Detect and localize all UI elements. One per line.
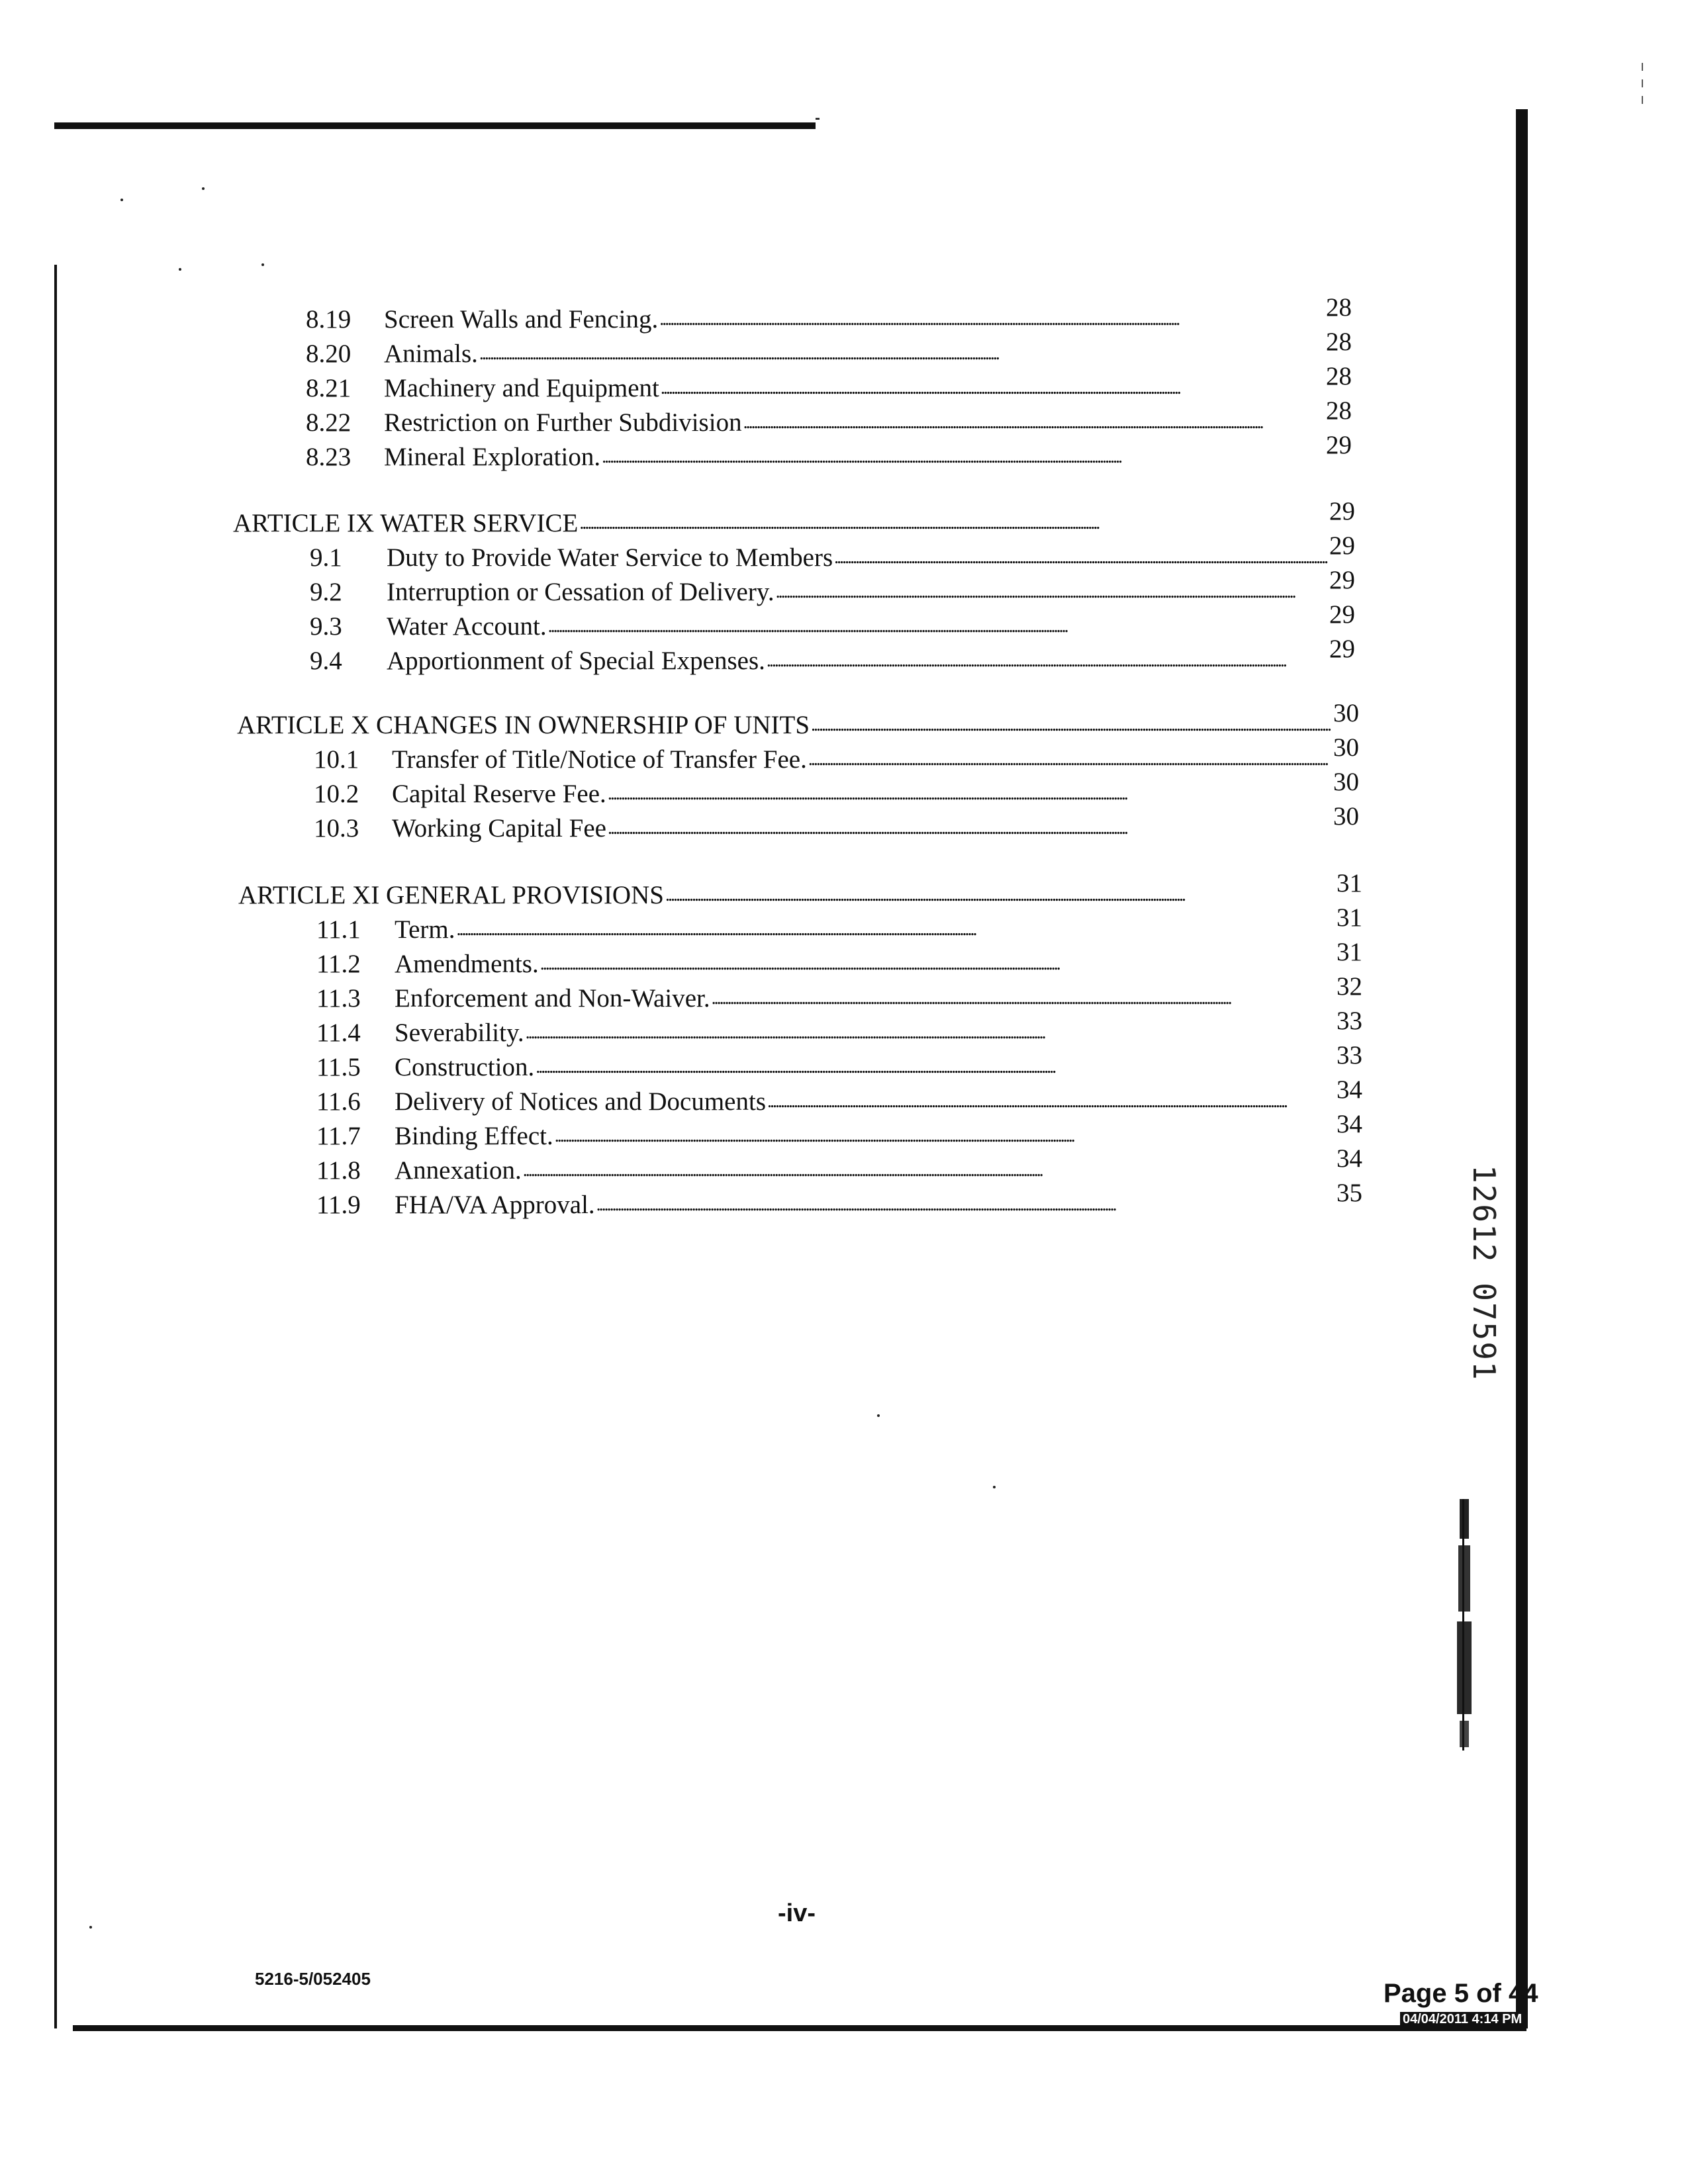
toc-entry [316,1179,1362,1221]
toc-entry-title: FHA/VA Approval. [395,1191,595,1219]
toc-dot-leader [456,911,1335,946]
toc-entry-title: Animals. [384,340,478,368]
toc-entry-page: 34 [1336,1144,1362,1173]
toc-entry-page: 30 [1333,733,1359,762]
toc-entry-number: 11.9 [316,1191,361,1219]
toc-entry-title: Screen Walls and Fencing. [384,305,659,334]
toc-entry-page: 35 [1336,1179,1362,1207]
toc-entry-page: 30 [1333,768,1359,796]
toc-dot-leader [523,1152,1335,1187]
toc-entry-title: Delivery of Notices and Documents [395,1087,767,1116]
toc-entry-page: 33 [1336,1007,1362,1035]
toc-entry-title: Enforcement and Non-Waiver. [395,984,710,1013]
toc-entry-page: 34 [1336,1075,1362,1104]
toc-entry-number: 8.23 [306,443,352,471]
toc-dot-leader [536,1049,1335,1083]
toc-entry-number: 10.2 [314,780,359,808]
toc-entry-title: Water Account. [387,612,547,641]
toc-entry [316,938,1362,980]
toc-dot-leader [743,404,1325,439]
toc-entry [316,1144,1362,1187]
toc-entry-page: 30 [1333,699,1359,727]
toc-entry [310,600,1355,643]
toc-entry-title: Working Capital Fee [392,814,606,842]
toc-entry [306,328,1352,370]
toc-entry-title: Construction. [395,1053,535,1081]
toc-entry [306,293,1352,336]
toc-entry-page: 29 [1329,635,1355,663]
toc-entry [310,635,1355,677]
toc-entry-title: Apportionment of Special Expenses. [387,647,765,675]
toc-article-heading [233,497,1355,539]
toc-entry-title: Transfer of Title/Notice of Transfer Fee. [392,745,807,774]
toc-entry-page: 29 [1329,566,1355,594]
page-count: Page 5 of 44 [1383,1979,1538,2008]
toc-entry-number: 11.4 [316,1019,361,1047]
toc-dot-leader [548,608,1328,643]
toc-entry-number: 8.22 [306,408,352,437]
recorder-stamp [1453,1499,1476,1751]
toc-entry-page: 34 [1336,1110,1362,1138]
toc-dot-leader [767,643,1328,677]
toc-entry-title: Capital Reserve Fee. [392,780,606,808]
toc-entry-number: 11.3 [316,984,361,1013]
toc-entry-number: 9.1 [310,543,342,572]
toc-entry-number: 11.8 [316,1156,361,1185]
toc-entry-number: 10.3 [314,814,359,842]
toc-entry-page: 30 [1333,802,1359,831]
toc-entry-page: 28 [1326,362,1352,390]
toc-dot-leader [555,1118,1335,1152]
toc-entry-page: 32 [1336,972,1362,1001]
toc-article-title: ARTICLE XI GENERAL PROVISIONS [238,881,664,909]
toc-dot-leader [526,1015,1335,1049]
document-code: 5216-5/052405 [255,1969,371,1989]
toc-entry-number: 9.4 [310,647,342,675]
toc-entry [316,972,1362,1015]
toc-entry-title: Duty to Provide Water Service to Members [387,543,833,572]
toc-entry [306,362,1352,404]
toc-dot-leader [665,877,1335,911]
toc-entry-page: 28 [1326,396,1352,425]
toc-entry [316,1007,1362,1049]
toc-entry-title: Mineral Exploration. [384,443,601,471]
toc-entry-page: 28 [1326,328,1352,356]
toc-entry [314,733,1359,776]
toc-entry-number: 8.20 [306,340,352,368]
toc-entry-number: 11.2 [316,950,361,978]
toc-entry [316,903,1362,946]
toc-dot-leader [479,336,1325,370]
page-number-roman: -iv- [778,1899,816,1927]
toc-dot-leader [579,505,1328,539]
toc-entry [314,768,1359,810]
toc-dot-leader [767,1083,1335,1118]
toc-entry-title: Binding Effect. [395,1122,553,1150]
toc-dot-leader [808,741,1332,776]
toc-entry-page: 28 [1326,293,1352,322]
toc-entry-number: 11.5 [316,1053,361,1081]
toc-entry-number: 10.1 [314,745,359,774]
toc-entry-page: 31 [1336,869,1362,897]
toc-entry-number: 8.19 [306,305,352,334]
toc-entry-title: Interruption or Cessation of Delivery. [387,578,774,606]
toc-dot-leader [608,776,1332,810]
toc-entry-title: Restriction on Further Subdivision [384,408,742,437]
toc-entry-page: 31 [1336,903,1362,932]
toc-entry-number: 11.7 [316,1122,361,1150]
toc-entry-page: 33 [1336,1041,1362,1069]
toc-entry-number: 8.21 [306,374,352,402]
toc-entry-title: Term. [395,915,455,944]
recording-number: 12612 07591 [1466,1165,1502,1381]
toc-entry [310,566,1355,608]
toc-dot-leader [596,1187,1335,1221]
toc-entry-number: 9.3 [310,612,342,641]
toc-entry [316,1075,1362,1118]
toc-entry [316,1041,1362,1083]
toc-article-title: ARTICLE IX WATER SERVICE [233,509,579,537]
toc-dot-leader [712,980,1335,1015]
toc-dot-leader [661,370,1325,404]
toc-dot-leader [811,707,1332,741]
toc-entry [314,802,1359,844]
toc-entry [316,1110,1362,1152]
toc-dot-leader [602,439,1325,473]
toc-entry-number: 11.1 [316,915,361,944]
toc-entry-page: 29 [1329,600,1355,629]
toc-dot-leader [776,574,1328,608]
toc-article-heading [238,869,1362,911]
toc-dot-leader [659,301,1325,336]
toc-entry-title: Annexation. [395,1156,522,1185]
toc-entry-title: Severability. [395,1019,524,1047]
toc-entry-page: 31 [1336,938,1362,966]
toc-entry [310,531,1355,574]
toc-entry [306,396,1352,439]
toc-entry-number: 11.6 [316,1087,361,1116]
toc-entry-number: 9.2 [310,578,342,606]
toc-dot-leader [834,539,1328,574]
toc-entry-page: 29 [1326,431,1352,459]
toc-article-title: ARTICLE X CHANGES IN OWNERSHIP OF UNITS [237,711,810,739]
toc-dot-leader [608,810,1332,844]
toc-entry-title: Amendments. [395,950,539,978]
toc-entry-title: Machinery and Equipment [384,374,659,402]
toc-entry-page: 29 [1329,497,1355,525]
toc-article-heading [237,699,1359,741]
toc-entry [306,431,1352,473]
toc-entry-page: 29 [1329,531,1355,560]
toc-dot-leader [540,946,1335,980]
recorded-timestamp: 04/04/2011 4:14 PM [1400,2012,1524,2027]
